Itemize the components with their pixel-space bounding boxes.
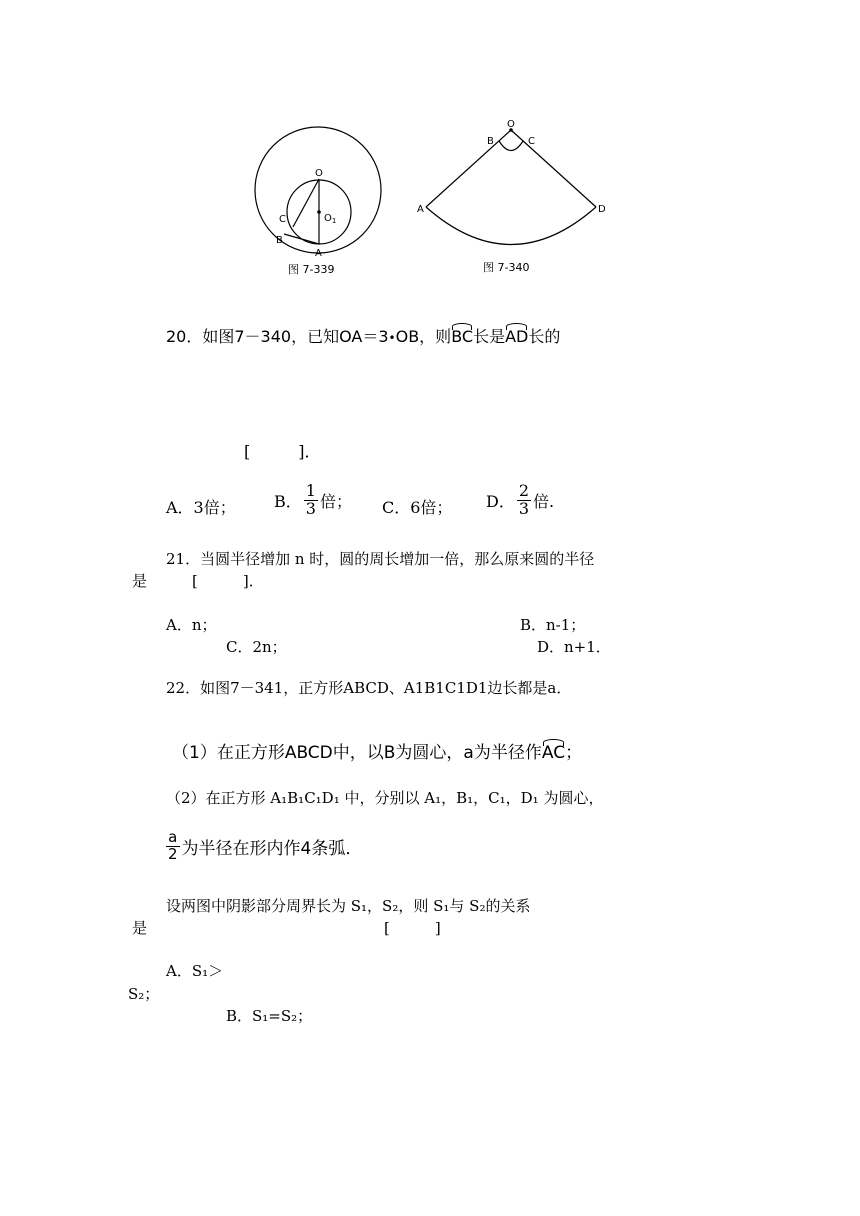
q22-part3: $\frac{a}{2}$ 为半径在形内作4条弧． bbox=[168, 828, 363, 863]
tangent-BA bbox=[284, 234, 319, 244]
q21-option-c: C．2n； bbox=[226, 638, 287, 656]
dot: • bbox=[388, 331, 396, 345]
arc-ac: AC bbox=[541, 743, 566, 763]
q21-option-b: B．n-1； bbox=[520, 616, 586, 634]
q20-bracket: [ ]． bbox=[244, 442, 321, 461]
q21-line2: 是 [ ]． bbox=[132, 572, 264, 590]
figure-7-340 bbox=[410, 112, 615, 282]
arc-AD bbox=[426, 207, 596, 245]
q21-option-d: D．n+1． bbox=[537, 638, 611, 656]
caption-7-340: 图 7-340 bbox=[483, 261, 530, 274]
label-C: C bbox=[528, 136, 535, 147]
chord-OC bbox=[293, 179, 319, 227]
caption-7-339: 图 7-339 bbox=[288, 263, 335, 276]
arc-BC bbox=[499, 141, 523, 151]
arc-bc: BC bbox=[451, 327, 474, 346]
q22-option-a-1: A．S₁＞ bbox=[166, 962, 224, 980]
label-A: A bbox=[315, 248, 322, 259]
q20-stem: 20．如图7－340，已知OA＝3•OB，则BC长是AD长的 bbox=[166, 327, 561, 346]
radius-OA bbox=[426, 130, 511, 207]
q22-option-a-2: S₂； bbox=[128, 985, 160, 1003]
label-C: C bbox=[279, 214, 286, 225]
radius-OD bbox=[511, 130, 596, 207]
outer-circle bbox=[255, 127, 381, 253]
label-B: B bbox=[276, 235, 283, 246]
q22-line1: 22．如图7－341，正方形ABCD、A1B1C1D1边长都是a． bbox=[166, 679, 572, 697]
q20-option-a: A．3倍； bbox=[166, 498, 236, 517]
q21-option-a: A．n； bbox=[166, 616, 217, 634]
label-A: A bbox=[417, 204, 424, 215]
q20-option-b: B． $\frac{1}{3}$ 倍； bbox=[274, 481, 352, 518]
label-O1: $O_1$ bbox=[324, 213, 337, 225]
q22-part4-bracket: [ ] bbox=[384, 919, 441, 937]
q22-part4-line1: 设两图中阴影部分周界长为 S₁，S₂，则 S₁与 S₂的关系 bbox=[166, 897, 531, 915]
q22-part4-line2a: 是 bbox=[132, 919, 148, 937]
q22-option-b: B．S₁=S₂； bbox=[226, 1007, 313, 1025]
center-dot bbox=[317, 210, 321, 214]
label-B: B bbox=[487, 136, 494, 147]
q20-option-c: C．6倍； bbox=[382, 498, 453, 517]
q21-line1: 21．当圆半径增加 n 时，圆的周长增加一倍，那么原来圆的半径 bbox=[166, 550, 595, 568]
q22-part1: （1）在正方形ABCD中，以B为圆心，a为半径作AC； bbox=[172, 743, 583, 763]
q20-option-d: D． $\frac{2}{3}$ 倍. bbox=[486, 481, 555, 518]
label-O: O bbox=[507, 119, 515, 130]
q22-part2: （2）在正方形 A₁B₁C₁D₁ 中，分别以 A₁，B₁，C₁，D₁ 为圆心， bbox=[166, 789, 604, 807]
label-D: D bbox=[598, 204, 606, 215]
figure-7-339 bbox=[250, 122, 390, 282]
label-O: O bbox=[315, 168, 323, 179]
arc-ad: AD bbox=[505, 327, 529, 346]
